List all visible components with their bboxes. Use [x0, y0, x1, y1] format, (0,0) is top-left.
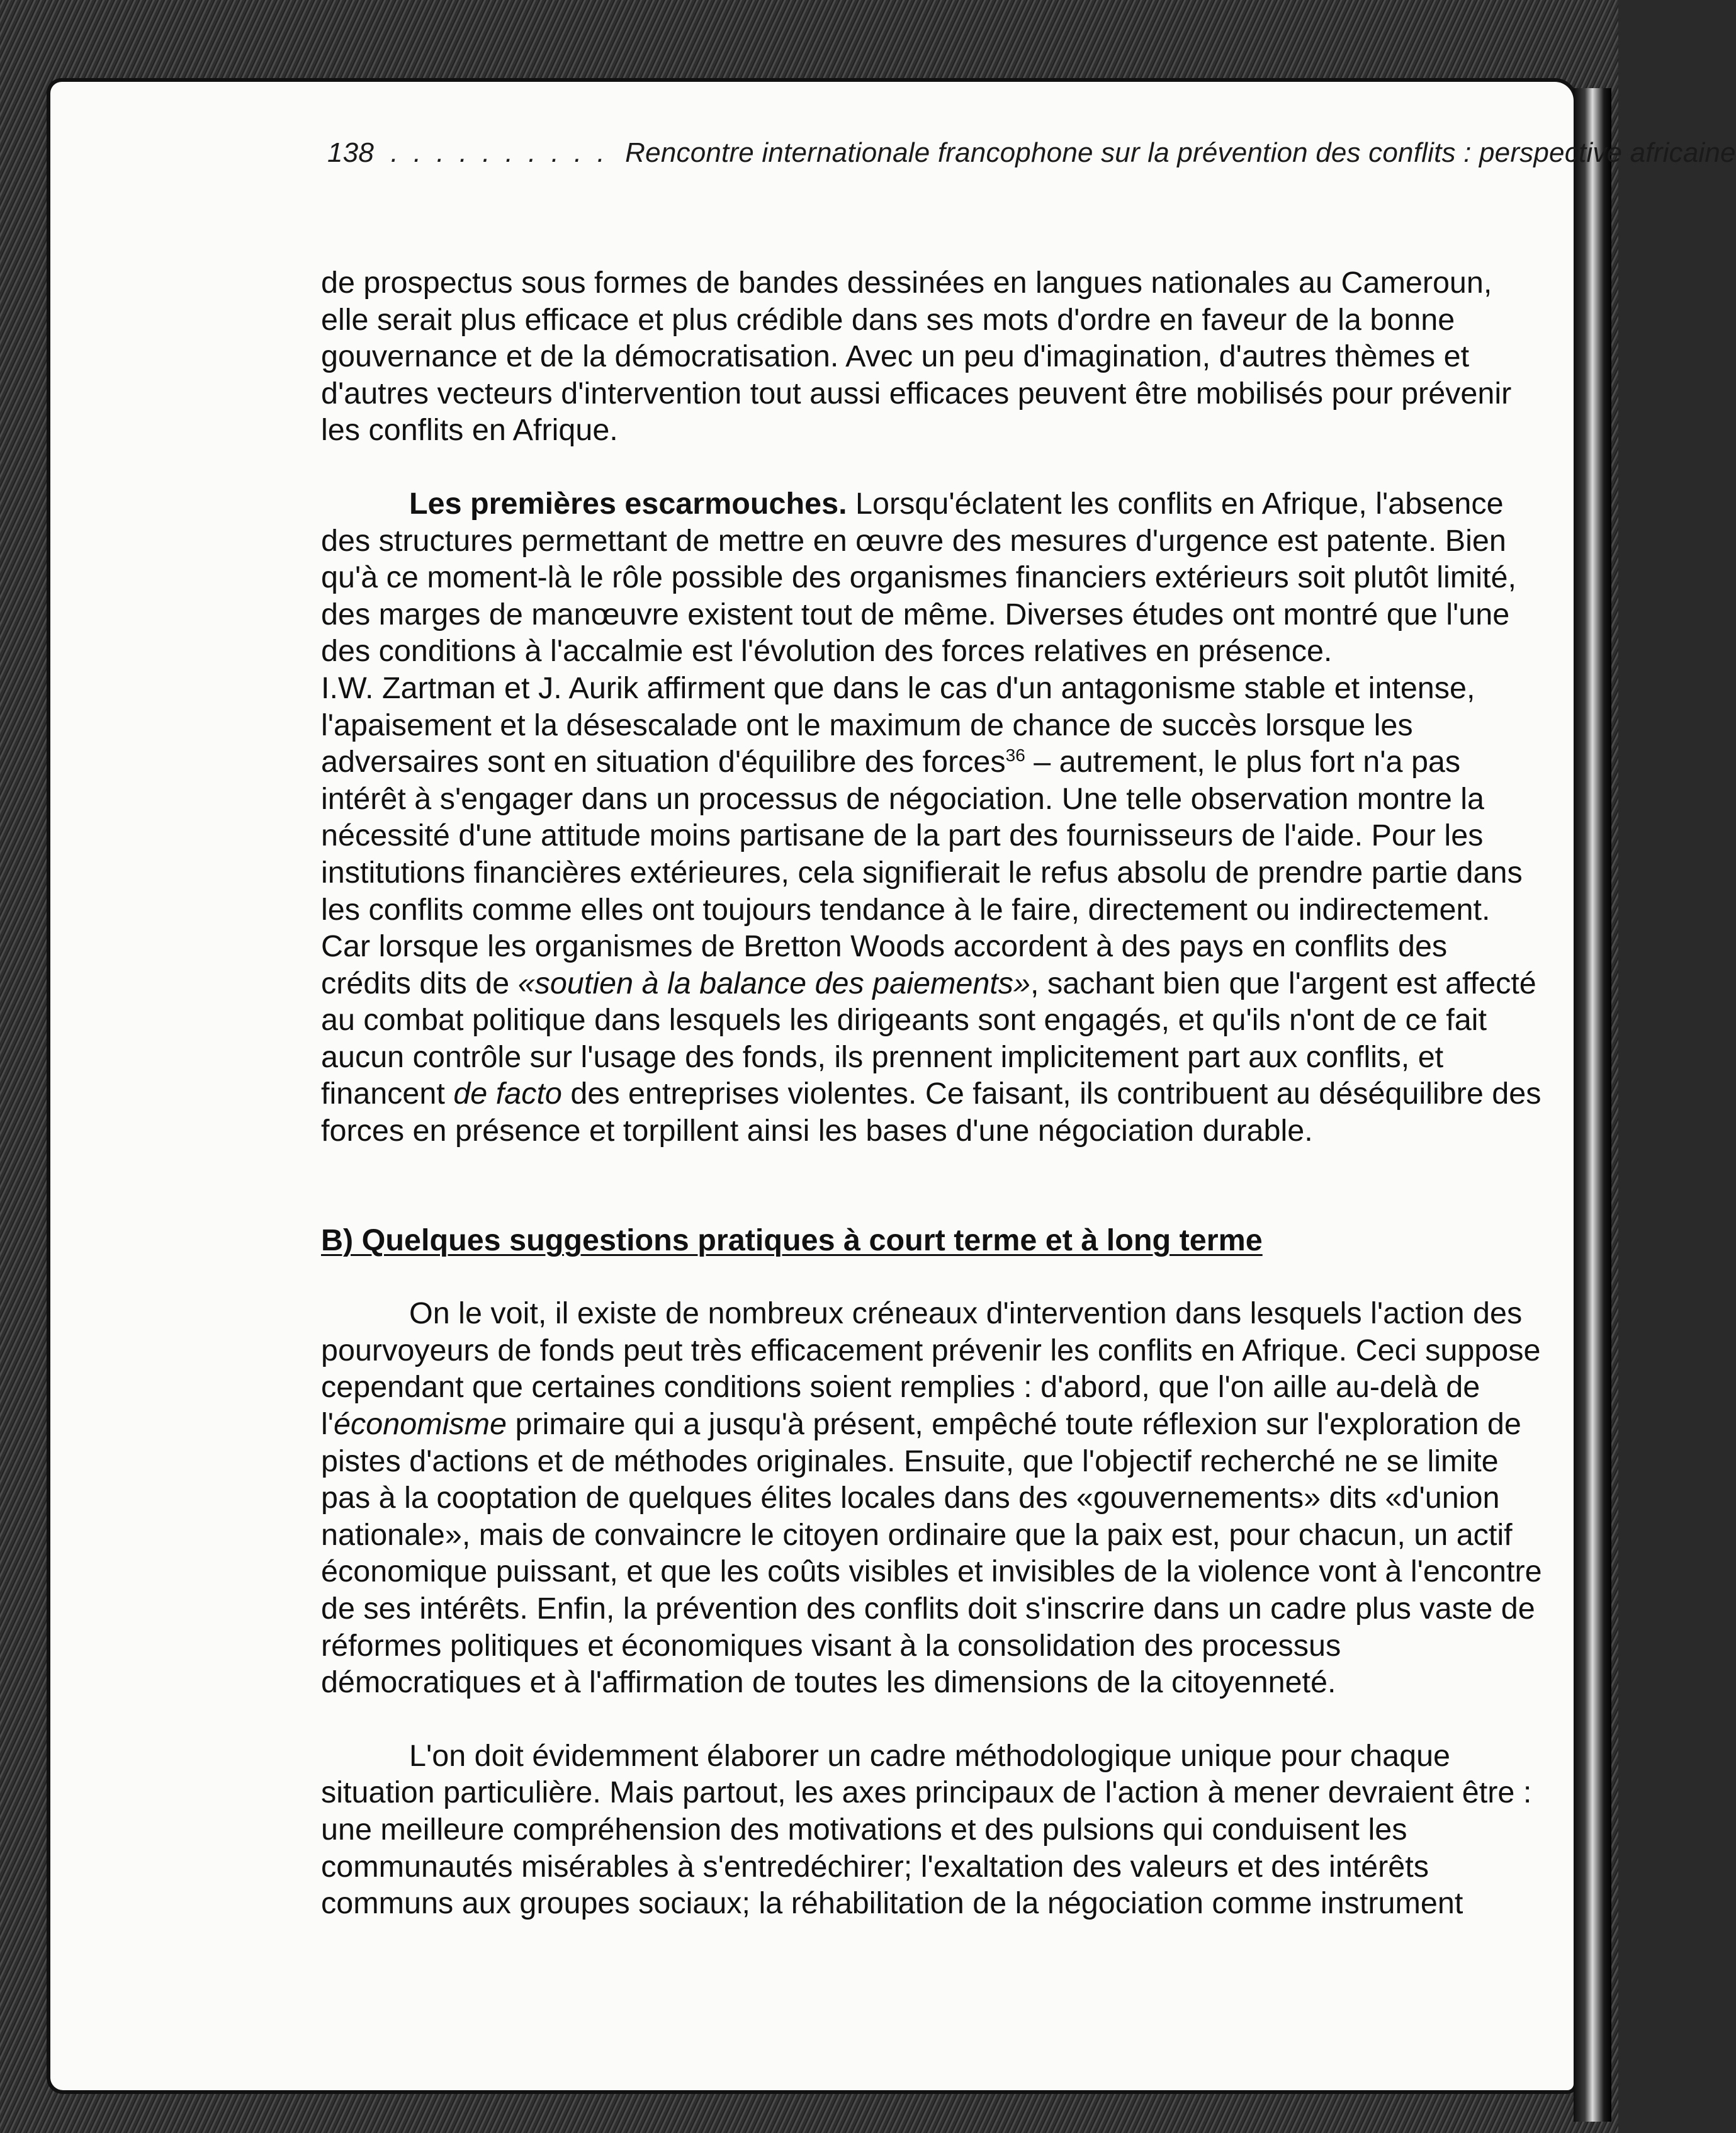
paragraph-3-text-c: , sachant bien que l'argent est affecté au combat politique dans lesquels les dirigeants sont engagés, et qu'ils n'ont de ce fait aucun contrôle sur l'usage des fonds, ils prennent implicitement part aux conflits, et financent [321, 966, 1536, 1111]
book-spine-edge [1574, 88, 1611, 2122]
paragraph-2-text: Lorsqu'éclatent les conflits en Afrique, l'absence des structures permettant de mettre en œuvre des mesures d'urgence est patente. Bien qu'à ce moment-là le rôle possible des organismes financiers extérieurs soit plutôt limité, des marges de manœuvre existent tout de même. Diverses études ont montré que l'une des conditions à l'accalmie est l'évolution des forces relatives en présence. [321, 486, 1516, 669]
running-header [327, 137, 1736, 169]
paragraph-methodologie [321, 1738, 1542, 1922]
paragraph-4-italic: économisme [334, 1407, 507, 1442]
paragraph-3-italic-2: de facto [453, 1077, 562, 1111]
paragraph-suggestions [321, 1295, 1542, 1701]
running-title: Rencontre internationale francophone sur la prévention des conflits : perspective africaine [625, 137, 1736, 168]
paragraph-3-text-a: I.W. Zartman et J. Aurik affirment que dans le cas d'un antagonisme stable et intense, l'apaisement et la désescalade ont le maximum de chance de succès lorsque les adversaires sont en situation d'équilibre des forces [321, 670, 1475, 779]
paragraph-continued [321, 264, 1542, 449]
paragraph-4-text-b: primaire qui a jusqu'à présent, empêché toute réflexion sur l'exploration de pistes d'actions et de méthodes originales. Ensuite, que l'objectif recherché ne se limite pas à la cooptation de quelques élites locales dans des «gouvernements» dits «d'union nationale», mais de convaincre le citoyen ordinaire que la paix est, pour chacun, un actif économique puissant, et que les coûts visibles et invisibles de la violence vont à l'encontre de ses intérêts. Enfin, la prévention des conflits doit s'inscrire dans un cadre plus vaste de réformes politiques et économiques visant à la consolidation des processus démocratiques et à l'affirmation de toutes les dimensions de la citoyenneté. [321, 1407, 1542, 1700]
page-number: 138 [327, 137, 375, 168]
page-body [321, 264, 1542, 1922]
header-leader-dots: . . . . . . . . . . [390, 137, 609, 168]
footnote-ref: 36 [1005, 745, 1025, 765]
paragraph-4-text-a: On le voit, il existe de nombreux créneaux d'intervention dans lesquels l'action des pourvoyeurs de fonds peut très efficacement prévenir les conflits en Afrique. Ceci suppose cependant que certaines conditions soient remplies : d'abord, que l'on aille au-delà de l' [321, 1296, 1541, 1442]
paragraph-5-text: L'on doit évidemment élaborer un cadre méthodologique unique pour chaque situation particulière. Mais partout, les axes principaux de l'action à mener devraient être : une meilleure compréhension des motivations et des pulsions qui conduisent les communautés misérables à s'entredéchirer; l'exaltation des valeurs et des intérêts communs aux groupes sociaux; la réhabilitation de la négociation comme instrument [321, 1738, 1532, 1921]
paragraph-3-text-d: des entreprises violentes. Ce faisant, ils contribuent au déséquilibre des forces en présence et torpillent ainsi les bases d'une négociation durable. [321, 1077, 1542, 1148]
paragraph-3-text-b: – autrement, le plus fort n'a pas intérêt à s'engager dans un processus de négociation. Une telle observation montre la nécessité d'une attitude moins partisane de la part des fournisseurs de l'aide. Pour les institutions financières extérieures, cela signifierait le refus absolu de prendre partie dans les conflits comme elles ont toujours tendance à le faire, directement ou indirectement. Car lorsque les organismes de Bretton Woods accordent à des pays en conflits des crédits dits de [321, 745, 1523, 1000]
paragraph-1-text: de prospectus sous formes de bandes dessinées en langues nationales au Cameroun, elle serait plus efficace et plus crédible dans ses mots d'ordre en faveur de la bonne gouvernance et de la démocratisation. Avec un peu d'imagination, d'autres thèmes et d'autres vecteurs d'intervention tout aussi efficaces peuvent être mobilisés pour prévenir les conflits en Afrique. [321, 266, 1512, 448]
paragraph-3-italic-1: «soutien à la balance des paiements» [517, 966, 1030, 1000]
paragraph-escarmouches [321, 485, 1542, 670]
section-title: B) Quelques suggestions pratiques à court terme et à long terme [321, 1223, 1263, 1257]
paragraph-lead: Les premières escarmouches. [409, 486, 847, 521]
paragraph-zartman [321, 670, 1542, 1150]
